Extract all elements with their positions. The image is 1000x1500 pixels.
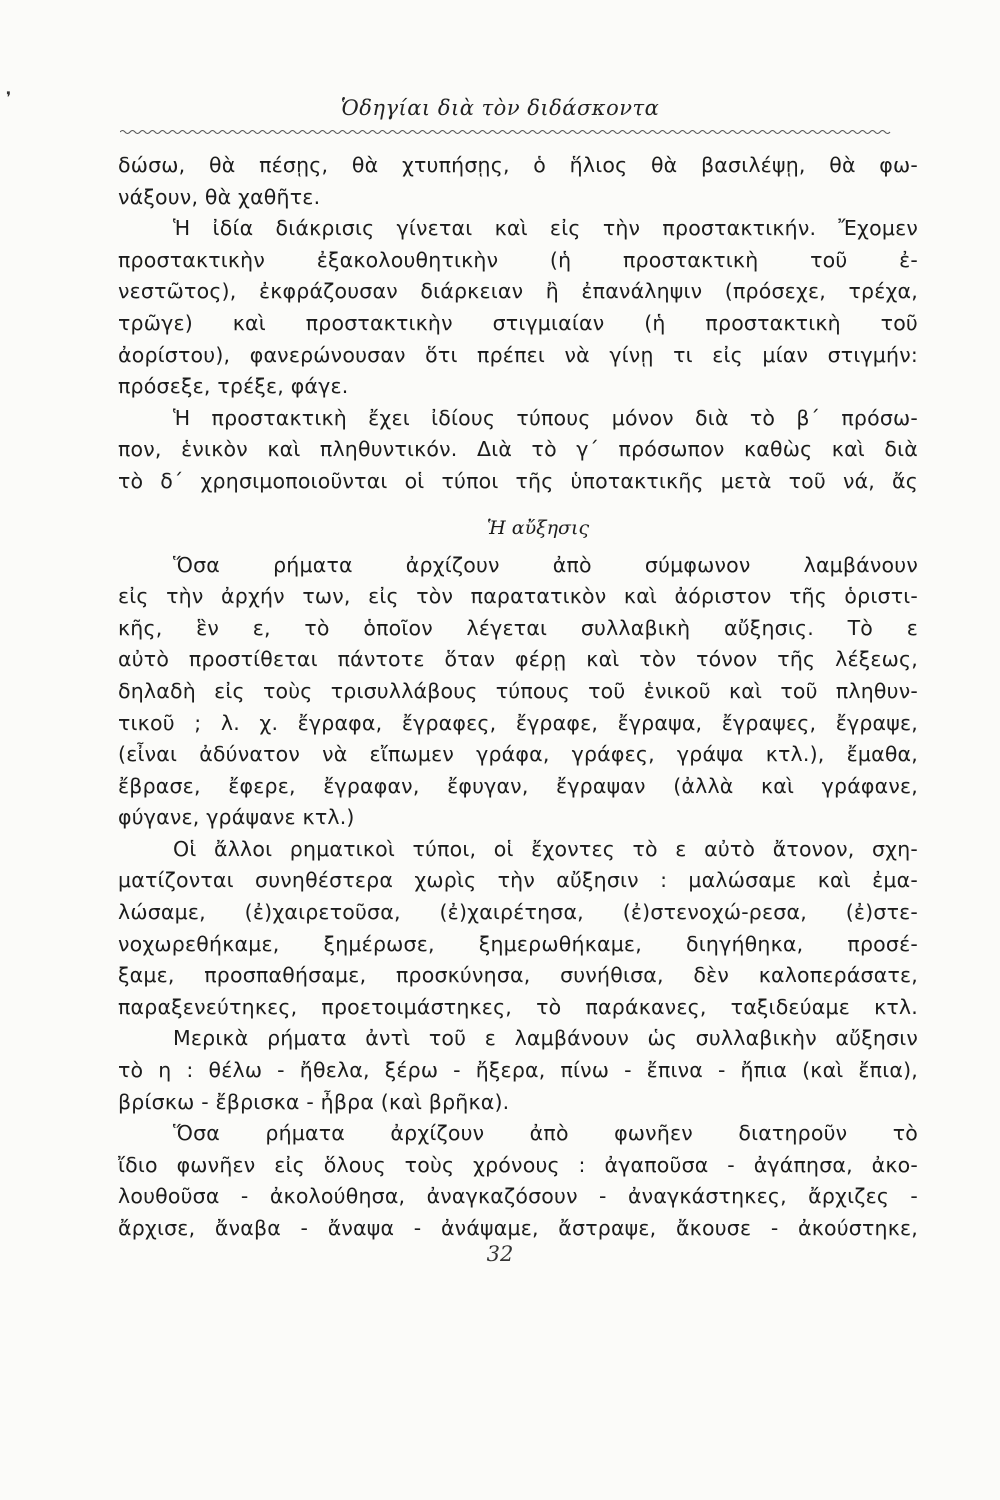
text-line: ἔβρασε, ἔφερε, ἔγραφαν, ἔφυγαν, ἔγραψαν (ἀλλὰ καὶ γράφανε, bbox=[118, 773, 918, 798]
text-line: αὐτὸ προστίθεται πάντοτε ὅταν φέρῃ καὶ τὸν τόνον τῆς λέξεως, bbox=[118, 647, 918, 672]
text-line: εἰς τὴν ἀρχήν των, εἰς τὸν παρατατικὸν καὶ ἀόριστον τῆς ὁριστι- bbox=[118, 584, 918, 609]
text-line: Ἡ ἰδία διάκρισις γίνεται καὶ εἰς τὴν προστακτικήν. Ἔχομεν bbox=[173, 216, 918, 241]
text-line: ἄρχισε, ἄναβα - ἄναψα - ἀνάψαμε, ἄστραψε, ἄκουσε - ἀκούστηκε, bbox=[118, 1216, 918, 1240]
text-line: ἀορίστου), φανερώνουσαν ὅτι πρέπει νὰ γίνῃ τι εἰς μίαν στιγμήν: bbox=[118, 342, 918, 367]
text-line: νοχωρεθήκαμε, ξημέρωσε, ξημερωθήκαμε, διηγήθηκα, προσέ- bbox=[118, 931, 918, 956]
text-line: πρόσεξε, τρέξε, φάγε. bbox=[118, 374, 349, 399]
text-line: (εἶναι ἀδύνατον νὰ εἴπωμεν γράφα, γράφες, γράψα κτλ.), ἔμαθα, bbox=[118, 742, 918, 767]
text-line: ξαμε, προσπαθήσαμε, προσκύνησα, συνήθισα, δὲν καλοπεράσατε, bbox=[118, 963, 918, 988]
text-line: φύγανε, γράψανε κτλ.) bbox=[118, 805, 355, 830]
text-line: Ὅσα ρήματα ἀρχίζουν ἀπὸ φωνῆεν διατηροῦν τὸ bbox=[173, 1121, 918, 1146]
text-line: δηλαδὴ εἰς τοὺς τρισυλλάβους τύπους τοῦ ἑνικοῦ καὶ τοῦ πληθυν- bbox=[118, 678, 918, 703]
text-line: νεστῶτος), ἐκφράζουσαν διάρκειαν ἢ ἐπανάληψιν (πρόσεχε, τρέχα, bbox=[118, 279, 918, 304]
text-line: ματίζονται συνηθέστερα χωρὶς τὴν αὔξησιν : μαλώσαμε καὶ ἐμα- bbox=[118, 868, 918, 893]
margin-mark: ❜ bbox=[6, 88, 12, 107]
text-line: λουθοῦσα - ἀκολούθησα, ἀναγκαζόσουν - ἀναγκάστηκες, ἄρχιζες - bbox=[118, 1184, 918, 1209]
text-line: βρίσκω - ἔβρισκα - ἦβρα (καὶ βρῆκα). bbox=[118, 1089, 510, 1114]
text-line: νάξουν, θὰ χαθῆτε. bbox=[118, 184, 321, 209]
text-line: τὸ η : θέλω - ἤθελα, ξέρω - ἤξερα, πίνω - ἔπινα - ἤπια (καὶ ἔπια), bbox=[118, 1058, 918, 1083]
text-line: Ἡ προστακτικὴ ἔχει ἰδίους τύπους μόνον διὰ τὸ β΄ πρόσω- bbox=[173, 405, 918, 430]
text-line: προστακτικὴν ἐξακολουθητικὴν (ἡ προστακτικὴ τοῦ ἐ- bbox=[118, 247, 918, 272]
text-line: ἴδιο φωνῆεν εἰς ὅλους τοὺς χρόνους : ἀγαποῦσα - ἀγάπησα, ἀκο- bbox=[118, 1152, 918, 1177]
text-line: δώσω, θὰ πέσῃς, θὰ χτυπήσῃς, ὁ ἥλιος θὰ βασιλέψῃ, θὰ φω- bbox=[118, 153, 918, 177]
body-text bbox=[118, 150, 918, 1245]
text-line: παραξενεύτηκες, προετοιμάστηκες, τὸ παράκανες, ταξιδεύαμε κτλ. bbox=[118, 994, 918, 1019]
section-heading: Ἡ αὔξησις bbox=[486, 516, 590, 539]
page-number: 32 bbox=[486, 1242, 514, 1266]
text-line: Μερικὰ ρήματα ἀντὶ τοῦ ε λαμβάνουν ὡς συλλαβικὴν αὔξησιν bbox=[173, 1026, 918, 1051]
text-line: Ὅσα ρήματα ἀρχίζουν ἀπὸ σύμφωνον λαμβάνουν bbox=[173, 552, 918, 577]
text-line: τρῶγε) καὶ προστακτικὴν στιγμιαίαν (ἡ προστακτικὴ τοῦ bbox=[118, 310, 918, 335]
text-line: τικοῦ ; λ. χ. ἔγραφα, ἔγραφες, ἔγραφε, ἔγραψα, ἔγραψες, ἔγραψε, bbox=[118, 710, 918, 735]
running-head: Ὁδηγίαι διὰ τὸν διδάσκοντα bbox=[340, 96, 660, 120]
text-line: κῆς, ἓν ε, τὸ ὁποῖον λέγεται συλλαβικὴ αὔξησις. Τὸ ε bbox=[118, 615, 918, 640]
wavy-rule bbox=[120, 128, 920, 136]
text-line: Οἱ ἄλλοι ρηματικοὶ τύποι, οἱ ἔχοντες τὸ ε αὐτὸ ἄτονον, σχη- bbox=[173, 836, 918, 861]
text-line: πον, ἑνικὸν καὶ πληθυντικόν. Διὰ τὸ γ΄ πρόσωπον καθὼς καὶ διὰ bbox=[118, 437, 918, 462]
text-line: τὸ δ΄ χρησιμοποιοῦνται οἱ τύποι τῆς ὑποτακτικῆς μετὰ τοῦ νά, ἄς bbox=[118, 468, 918, 493]
text-line: λώσαμε, (ἐ)χαιρετοῦσα, (ἐ)χαιρέτησα, (ἐ)στενοχώ-ρεσα, (ἐ)στε- bbox=[118, 900, 918, 925]
